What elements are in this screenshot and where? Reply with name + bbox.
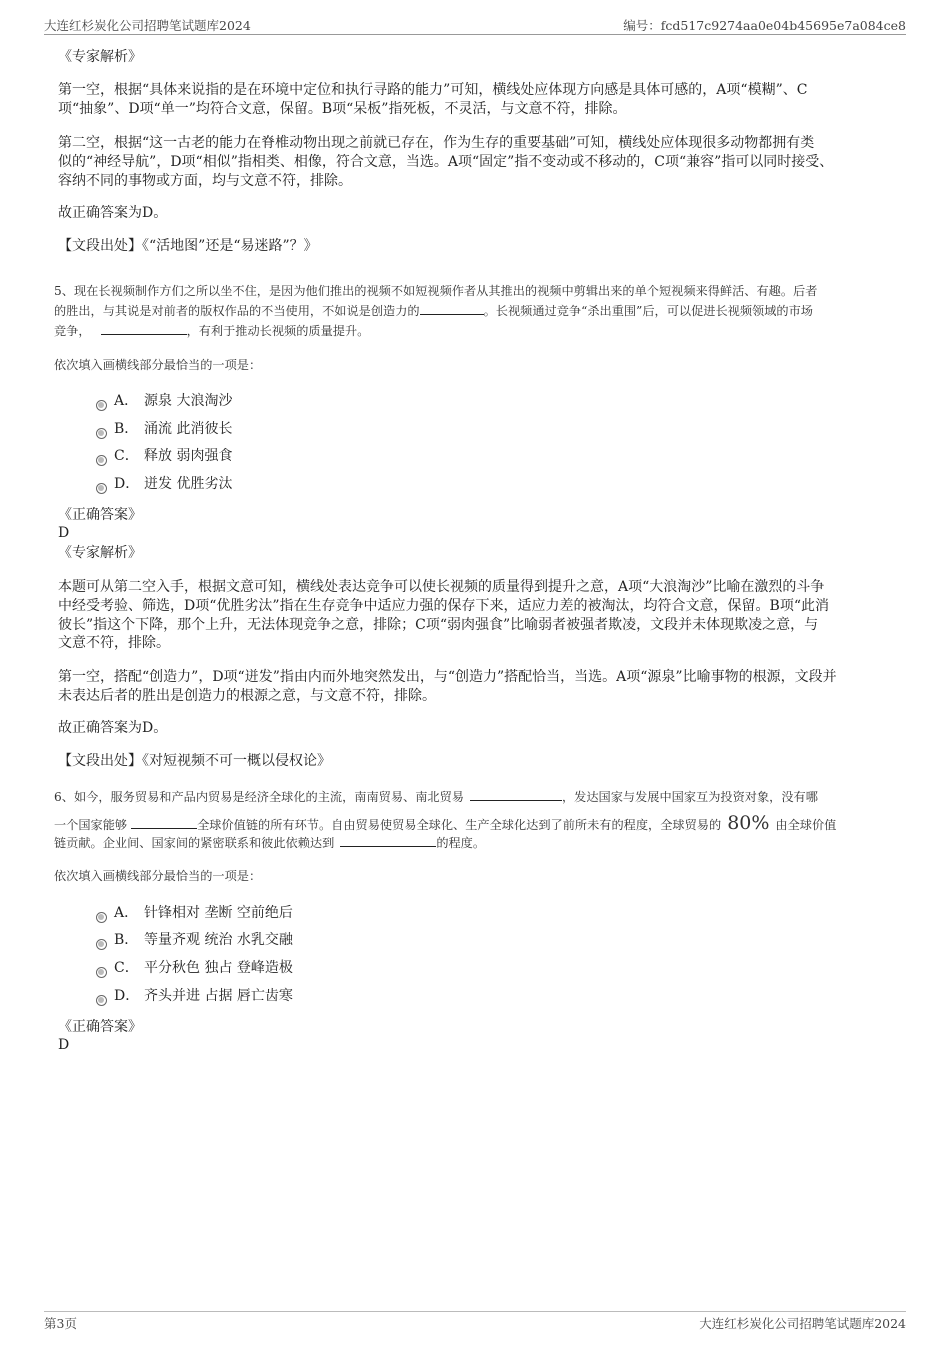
footer-title: 大连红杉炭化公司招聘笔试题库2024 [699, 1316, 906, 1331]
q5-stem-line3-a: 竞争， [54, 324, 91, 338]
q6-option-d-text: 齐头并进 占据 唇亡齿寒 [144, 988, 293, 1004]
q5-blank-2 [101, 320, 187, 335]
q5-answer-title: 《正确答案》 [58, 507, 142, 523]
q6-stem-line2-a: 一个国家能够 [54, 818, 128, 832]
q6-option-b-text: 等量齐观 统治 水乳交融 [144, 932, 293, 948]
q5-analysis-para1-line1: 本题可从第二空入手，根据文意可知，横线处表达竞争可以使长视频的质量得到提升之意，A项“大浪淘沙”比喻在激烈的斗争 [58, 579, 825, 595]
q6-option-d-key: D． [114, 988, 140, 1004]
q6-stem-line3 [54, 832, 485, 854]
q6-option-a-text: 针锋相对 垄断 空前绝后 [144, 905, 293, 921]
q6-answer: D [58, 1037, 70, 1053]
q6-option-c[interactable] [96, 958, 293, 978]
q4-analysis-para2-line1: 第二空，根据“这一古老的能力在脊椎动物出现之前就已存在，作为生存的重要基础”可知，横线处应体现很多动物都拥有类 [58, 135, 815, 151]
q4-analysis-para1-line1: 第一空，根据“具体来说指的是在环境中定位和执行寻路的能力”可知，横线处应体现方向感是具体可感的，A项“模糊”、C [58, 82, 808, 98]
q4-conclusion: 故正确答案为D。 [58, 205, 168, 221]
q5-stem-line2-b: 。长视频通过竞争“杀出重围”后，可以促进长视频领域的市场 [483, 304, 813, 318]
q5-analysis-para2-line1: 第一空，搭配“创造力”，D项“迸发”指由内而外地突然发出，与“创造力”搭配恰当，当选。A项“源泉”比喻事物的根源，文段并 [58, 669, 837, 685]
q6-stem-line2-c: 由全球价值 [775, 818, 837, 832]
q5-stem-line3 [54, 320, 369, 342]
radio-icon[interactable] [96, 912, 107, 923]
radio-icon[interactable] [96, 995, 107, 1006]
q5-answer: D [58, 525, 70, 541]
q6-stem-percentage: 80% [727, 812, 770, 834]
q5-option-a[interactable] [96, 391, 232, 411]
q5-option-b-key: B． [114, 421, 139, 437]
q5-option-a-text: 源泉 大浪淘沙 [144, 393, 233, 409]
q6-stem-line1-b: ，发达国家与发展中国家互为投资对象，没有哪 [561, 790, 818, 804]
page-footer [44, 1311, 906, 1332]
q4-analysis-para2-line3: 容纳不同的事物或方面，均与文意不符，排除。 [58, 173, 352, 189]
q5-option-c-text: 释放 弱肉强食 [144, 448, 233, 464]
q6-option-a[interactable] [96, 903, 293, 923]
q5-option-d-key: D． [114, 476, 140, 492]
q6-stem-line3-a: 链贡献。企业间、国家间的紧密联系和彼此依赖达到 [54, 836, 335, 850]
q6-stem-line1 [54, 786, 818, 808]
q6-option-b-key: B． [114, 932, 139, 948]
header-title: 大连红杉炭化公司招聘笔试题库2024 [44, 18, 251, 33]
q4-source: 【文段出处】《“活地图”还是“易迷路”？》 [58, 238, 318, 254]
q5-analysis-para2-line2: 未表达后者的胜出是创造力的根源之意，与文意不符，排除。 [58, 688, 436, 704]
q6-prompt: 依次填入画横线部分最恰当的一项是： [54, 869, 262, 883]
header-serial-number: 编号：fcd517c9274aa0e04b45695e7a084ce8 [623, 18, 906, 33]
q5-prompt: 依次填入画横线部分最恰当的一项是： [54, 358, 262, 372]
radio-icon[interactable] [96, 967, 107, 978]
radio-icon[interactable] [96, 483, 107, 494]
q5-option-d[interactable] [96, 474, 232, 494]
q5-option-c[interactable] [96, 446, 232, 466]
q5-option-b-text: 涌流 此消彼长 [144, 421, 233, 437]
q6-stem-line3-b: 的程度。 [436, 836, 486, 850]
q5-option-a-key: A． [114, 393, 139, 409]
q5-stem-line1: 5、现在长视频制作方们之所以坐不住，是因为他们推出的视频不如短视频作者从其推出的视频中剪辑出来的单个短视频来得鲜活、有趣。后者 [54, 284, 818, 298]
q5-option-b[interactable] [96, 419, 232, 439]
q6-blank-2 [131, 814, 197, 829]
q4-analysis-para1-line2: 项“抽象”、D项“单一”均符合文意，保留。B项“呆板”指死板，不灵活，与文意不符，排除。 [58, 101, 627, 117]
q4-analysis-title: 《专家解析》 [58, 49, 142, 65]
q5-blank-1 [420, 300, 484, 315]
q6-option-d[interactable] [96, 986, 293, 1006]
q4-analysis-para2-line2: 似的“神经导航”，D项“相似”指相类、相像，符合文意，当选。A项“固定”指不变动或不移动的，C项“兼容”指可以同时接受、 [58, 154, 834, 170]
q5-analysis-para1-line4: 文意不符，排除。 [58, 635, 170, 651]
q5-option-c-key: C． [114, 448, 139, 464]
q6-option-a-key: A． [114, 905, 139, 921]
radio-icon[interactable] [96, 428, 107, 439]
radio-icon[interactable] [96, 400, 107, 411]
q5-source: 【文段出处】《对短视频不可一概以侵权论》 [58, 753, 331, 769]
q6-option-c-key: C． [114, 960, 139, 976]
radio-icon[interactable] [96, 939, 107, 950]
q6-stem-line2-b: 全球价值链的所有环节。自由贸易使贸易全球化、生产全球化达到了前所未有的程度，全球贸易的 [197, 818, 722, 832]
page-header [44, 16, 906, 35]
q5-analysis-para1-line3: 彼长”指这个下降，那个上升，无法体现竞争之意，排除；C项“弱肉强食”比喻弱者被强者欺凌，文段并未体现欺凌之意，与 [58, 617, 819, 633]
q5-analysis-title: 《专家解析》 [58, 545, 142, 561]
page-number: 第3页 [44, 1316, 77, 1331]
q6-stem-line1-a: 6、如今，服务贸易和产品内贸易是经济全球化的主流，南南贸易、南北贸易 [54, 790, 464, 804]
q5-analysis-para1-line2: 中经受考验、筛选，D项“优胜劣汰”指在生存竞争中适应力强的保存下来，适应力差的被淘汰，均符合文意，保留。B项“此消 [58, 598, 829, 614]
q6-blank-3 [340, 832, 436, 847]
q5-conclusion: 故正确答案为D。 [58, 720, 168, 736]
q6-option-c-text: 平分秋色 独占 登峰造极 [144, 960, 293, 976]
q5-stem-line2-a: 的胜出，与其说是对前者的版权作品的不当使用，不如说是创造力的 [54, 304, 420, 318]
q5-stem-line3-b: ，有利于推动长视频的质量提升。 [186, 324, 370, 338]
q6-blank-1 [470, 786, 562, 801]
q5-stem-line2 [54, 300, 813, 322]
radio-icon[interactable] [96, 455, 107, 466]
q6-answer-title: 《正确答案》 [58, 1019, 142, 1035]
q5-option-d-text: 迸发 优胜劣汰 [144, 476, 233, 492]
q6-option-b[interactable] [96, 930, 293, 950]
